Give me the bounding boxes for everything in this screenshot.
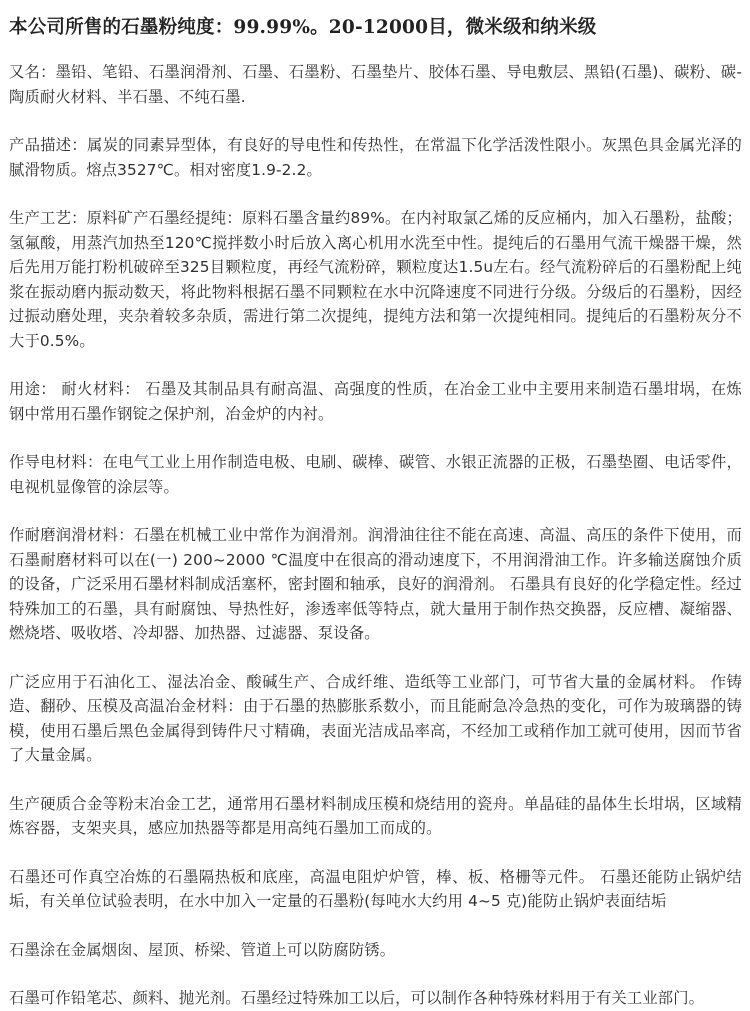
paragraph-description: 产品描述：属炭的同素异型体，有良好的导电性和传热性，在常温下化学活泼性限小。灰黑色具金属光泽的腻滑物质。熔点3527℃。相对密度1.9-2.2。 [9, 136, 742, 179]
paragraph-use-refractory: 用途： 耐火材料： 石墨及其制品具有耐高温、高强度的性质，在冶金工业中主要用来制造石墨坩埚，在炼钢中常用石墨作钢锭之保护剂，冶金炉的内衬。 [9, 380, 742, 423]
page-title: 本公司所售的石墨粉纯度：99.99%。20-12000目，微米级和纳米级 [9, 17, 597, 38]
paragraph-use-pencil: 石墨可作铅笔芯、颜料、抛光剂。石墨经过特殊加工以后，可以制作各种特殊材料用于有关工业部门。 [9, 989, 705, 1007]
paragraph-use-coating: 石墨涂在金属烟囱、屋顶、桥梁、管道上可以防腐防锈。 [9, 940, 396, 959]
paragraph-use-lubricant: 作耐磨润滑材料：石墨在机械工业中常作为润滑剂。润滑油往往不能在高速、高温、高压的条件下使用，而石墨耐磨材料可以在(一) 200~2000 ℃温度中在很高的滑动速度下，不用润滑油工作。许多输送腐蚀介质的设备，广泛采用石墨材料制成活塞杯，密封圈和轴承，良好的润滑剂。 石墨具有良好的化学稳定性。经过特殊加工的石墨，具有耐腐蚀、导热性好，渗透率低等特点，就大量用于制作热交换器，反应槽、凝缩器、燃烧塔、吸收塔、冷却器、加热器、过滤器、泵设备。 [9, 526, 742, 642]
paragraph-process: 生产工艺：原料矿产石墨经提纯：原料石墨含量约89%。在内衬取氯乙烯的反应桶内，加入石墨粉，盐酸；氢氟酸，用蒸汽加热至120℃搅拌数小时后放入离心机用水洗至中性。提纯后的石墨用气流干燥器干燥，然后先用万能打粉机破碎至325目颗粒度，再经气流粉碎，颗粒度达1.5u左右。经气流粉碎后的石墨粉配上纯浆在振动磨内振动数天，将此物料根据石墨不同颗粒在水中沉降速度不同进行分级。分级后的石墨粉，因经过振动磨处理，夹杂着较多杂质，需进行第二次提纯，提纯方法和第一次提纯相同。提纯后的石墨粉灰分不大于0.5%。 [9, 209, 742, 350]
paragraph-use-conductive: 作导电材料：在电气工业上用作制造电极、电刷、碳棒、碳管、水银正流器的正极，石墨垫圈、电话零件，电视机显像管的涂层等。 [9, 453, 742, 496]
paragraph-use-hardalloy: 生产硬质合金等粉末冶金工艺，通常用石墨材料制成压模和烧结用的瓷舟。单晶硅的晶体生长坩埚，区域精炼容器，支架夹具，感应加热器等都是用高纯石墨加工而成的。 [9, 794, 742, 837]
paragraph-use-industry: 广泛应用于石油化工、湿法冶金、酸碱生产、合成纤维、造纸等工业部门，可节省大量的金属材料。 作铸造、翻砂、压模及高温冶金材料：由于石墨的热膨胀系数小，而且能耐急冷急热的变化，可作为玻璃器的铸模，使用石墨后黑色金属得到铸件尺寸精确，表面光洁成品率高，不经加工或稍作加工就可使用，因而节省了大量金属。 [9, 672, 742, 764]
paragraph-use-vacuum: 石墨还可作真空冶炼的石墨隔热板和底座，高温电阻炉炉管，棒、板、格栅等元件。 石墨还能防止锅炉结垢，有关单位试验表明，在水中加入一定量的石墨粉(每吨水大约用 4~5 克)能防止锅炉表面结垢 [9, 867, 742, 910]
paragraph-aliases: 又名：墨铅、笔铅、石墨润滑剂、石墨、石墨粉、石墨垫片、胶体石墨、导电敷层、黑铅(石墨)、碳粉、碳-陶质耐火材料、半石墨、不纯石墨. [9, 63, 742, 106]
